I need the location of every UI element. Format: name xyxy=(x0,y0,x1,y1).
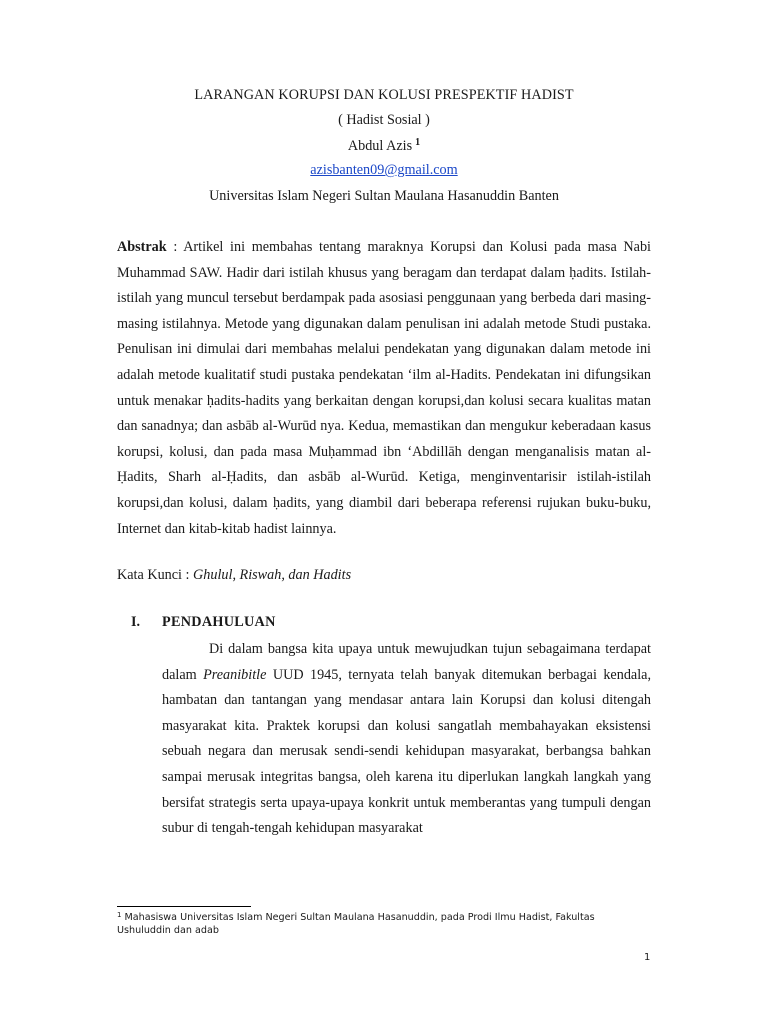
intro-paragraph xyxy=(162,637,651,842)
footnote-number: 1 xyxy=(117,911,122,919)
author-name: Abdul Azis xyxy=(347,138,413,154)
keywords-label: Kata Kunci : xyxy=(117,567,194,583)
abstract-separator: : xyxy=(166,239,184,255)
author-email xyxy=(0,162,768,179)
paper-subtitle: ( Hadist Sosial ) xyxy=(338,112,430,128)
author-affiliation: Universitas Islam Negeri Sultan Maulana Hasanuddin Banten xyxy=(209,188,559,204)
footnote-separator xyxy=(117,906,251,907)
intro-text-rest: UUD 1945, ternyata telah banyak ditemukan berbagai kendala, hambatan dan tantangan yang mendasar antara lain Korupsi dan kolusi ditengah masyarakat kita. Praktek korupsi dan kolusi sangatlah membahayakan eksistensi sebuah negara dan merusak sendi-sendi kehidupan masyarakat, berbangsa bahkan sampai merusak integritas bangsa, oleh karena itu diperlukan langkah langkah yang bersifat strategis serta upaya-upaya konkrit untuk memberantas yang tumpuli dengan subur di tengah-tengah kehidupan masyarakat xyxy=(162,666,652,837)
keywords-line xyxy=(117,565,351,585)
email-link[interactable]: azisbanten09@gmail.com xyxy=(310,162,458,178)
abstract-label: Abstrak xyxy=(117,239,167,255)
footnote xyxy=(117,909,651,937)
author-footnote-ref[interactable]: 1 xyxy=(415,137,421,148)
keywords-terms: Ghulul, Riswah, dan Hadits xyxy=(193,567,352,583)
footnote-text: Mahasiswa Universitas Islam Negeri Sultan Maulana Hasanuddin, pada Prodi Ilmu Hadist, Fakultas Ushuluddin dan adab xyxy=(117,912,595,936)
section-title: PENDAHULUAN xyxy=(162,614,276,630)
author-line xyxy=(0,137,768,155)
abstract-paragraph xyxy=(117,235,651,542)
section-number: I. xyxy=(131,614,141,630)
page-number: 1 xyxy=(644,952,651,963)
intro-italic-term: Preanibitle xyxy=(203,666,267,683)
paper-title: LARANGAN KORUPSI DAN KOLUSI PRESPEKTIF HADIST xyxy=(194,87,574,103)
intro-text-start: Di dalam bangsa kita upaya untuk mewujudkan tujun sebagaimana terdapat dalam xyxy=(162,641,651,683)
abstract-text: Artikel ini membahas tentang maraknya Korupsi dan Kolusi pada masa Nabi Muhammad SAW. Hadir dari istilah khusus yang beragam dan terdapat dalam ḥadits. Istilah-istilah yang muncul tersebut berdampak pada asosiasi penggunaan yang berbeda dari masing-masing istilahnya. Metode yang digunakan dalam penulisan ini adalah metode Studi pustaka. Penulisan ini dimulai dari membahas melalui pendekatan yang digunakan dalam metode ini adalah metode kualitatif studi pustaka pendekatan ‘ilm al-Hadits. Pendekatan ini difungsikan untuk menakar ḥadits-hadits yang berkaitan dengan korupsi,dan kolusi secara kualitas matan dan sanadnya; dan asbāb al-Wurūd nya. Kedua, memastikan dan mengukur keberadaan kasus korupsi, kolusi, dan pada masa Muḥammad ibn ‘Abdillāh dengan menganalisis matan al-Ḥadits, Sharh al-Ḥadits, dan asbāb al-Wurūd. Ketiga, menginventarisir istilah-istilah korupsi,dan kolusi, dalam ḥadits, yang diambil dari beberapa referensi rujukan buku-buku, Internet dan kitab-kitab hadist lainnya. xyxy=(117,239,651,537)
